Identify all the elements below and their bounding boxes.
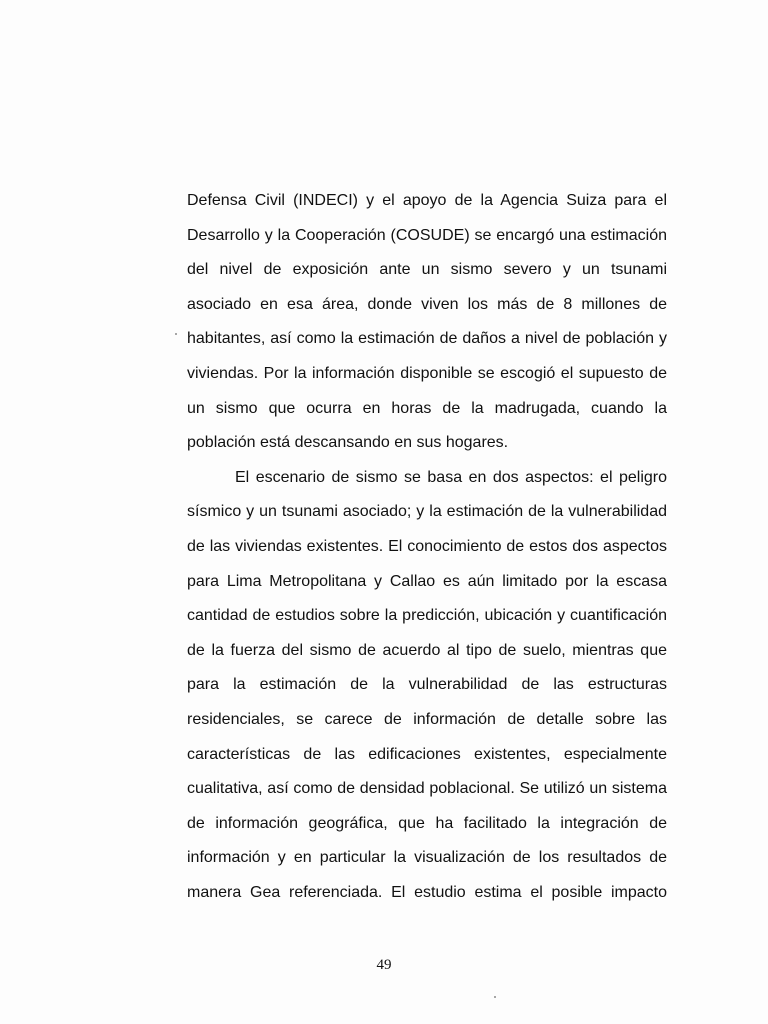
text-line: para la estimación de la vulnerabilidad de las estructuras [187, 676, 667, 694]
text-line: sísmico y un tsunami asociado; y la estimación de la vulnerabilidad [187, 503, 667, 521]
text-line: características de las edificaciones existentes, especialmente [187, 745, 667, 763]
text-line: Defensa Civil (INDECI) y el apoyo de la Agencia Suiza para el [187, 192, 667, 209]
scan-speck [175, 333, 177, 335]
text-line: población está descansando en sus hogares. [187, 434, 509, 452]
paragraph-start-line: El escenario de sismo se basa en dos aspectos: el peligro [235, 468, 667, 486]
text-line: residenciales, se carece de información de detalle sobre las [187, 710, 667, 728]
text-line: asociado en esa área, donde viven los más de 8 millones de [187, 295, 667, 313]
text-line: de las viviendas existentes. El conocimiento de estos dos aspectos [187, 537, 667, 555]
text-line: de la fuerza del sismo de acuerdo al tipo de suelo, mientras que [187, 641, 667, 659]
text-line: del nivel de exposición ante un sismo severo y un tsunami [187, 261, 667, 279]
page-number: 49 [376, 957, 392, 973]
scan-speck [494, 996, 496, 998]
text-line: de información geográfica, que ha facilitado la integración de [187, 814, 667, 832]
body-text [187, 189, 667, 915]
text-line: manera Gea referenciada. El estudio estima el posible impacto [187, 883, 667, 901]
text-line: viviendas. Por la información disponible se escogió el supuesto de [187, 364, 667, 382]
text-line: Desarrollo y la Cooperación (COSUDE) se encargó una estimación [187, 226, 667, 244]
text-line: un sismo que ocurra en horas de la madrugada, cuando la [187, 399, 667, 417]
text-line: habitantes, así como la estimación de daños a nivel de población y [187, 330, 667, 348]
text-line: para Lima Metropolitana y Callao es aún limitado por la escasa [187, 572, 667, 590]
text-line: cantidad de estudios sobre la predicción, ubicación y cuantificación [187, 607, 667, 625]
text-line: información y en particular la visualización de los resultados de [187, 849, 667, 867]
text-line: cualitativa, así como de densidad poblacional. Se utilizó un sistema [187, 780, 667, 798]
